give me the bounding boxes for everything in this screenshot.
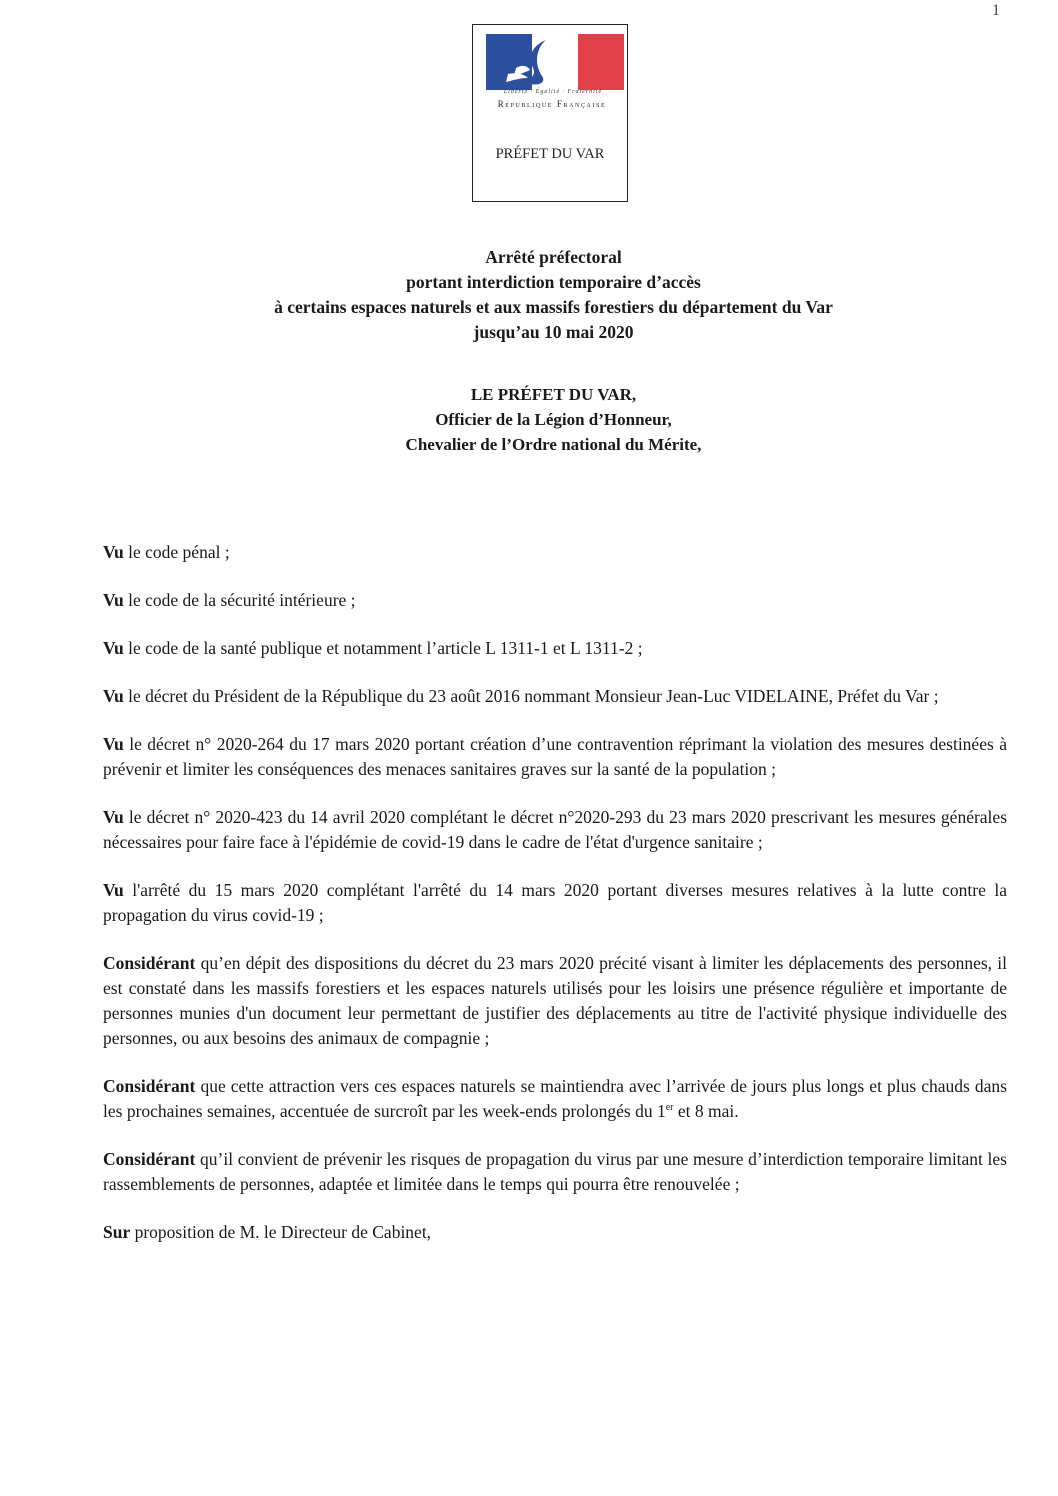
recital-text: qu’il convient de prévenir les risques de propagation du virus par une mesure d’interdiction temporaire limitant les rassemblements de personnes, adaptée et limitée dans le temps qui pourra être renouvelée ;	[103, 1149, 1007, 1194]
recital-text: le code de la santé publique et notamment l’article L 1311-1 et L 1311-2 ;	[123, 638, 643, 658]
recital-text: le décret n° 2020-264 du 17 mars 2020 portant création d’une contravention réprimant la violation des mesures destinées à prévenir et limiter les conséquences des menaces sanitaires graves sur la santé de la population ;	[103, 734, 1007, 779]
prefecture-label: PRÉFET DU VAR	[495, 146, 605, 162]
recital-paragraph	[103, 684, 1007, 709]
authority-line: Chevalier de l’Ordre national du Mérite,	[405, 435, 702, 454]
recital-paragraph	[103, 805, 1007, 855]
recital-text: le code pénal ;	[123, 542, 230, 562]
republique-francaise-label: République Française	[497, 99, 607, 109]
recital-keyword: Vu	[103, 638, 124, 658]
recital-keyword: Considérant	[103, 1149, 196, 1169]
recital-paragraph	[103, 732, 1007, 782]
recital-keyword: Vu	[103, 880, 124, 900]
recital-paragraph	[103, 636, 1007, 661]
authority-line: Officier de la Légion d’Honneur,	[435, 410, 672, 429]
recital-paragraph	[103, 1220, 1007, 1245]
title-line: à certains espaces naturels et aux massifs forestiers du département du Var	[274, 297, 833, 317]
recital-keyword: Vu	[103, 542, 124, 562]
recital-keyword: Considérant	[103, 1076, 196, 1096]
recital-keyword: Vu	[103, 807, 124, 827]
recital-paragraph	[103, 951, 1007, 1051]
recital-keyword: Vu	[103, 590, 124, 610]
recital-paragraph	[103, 540, 1007, 565]
recital-text: le décret n° 2020-423 du 14 avril 2020 complétant le décret n°2020-293 du 23 mars 2020 prescrivant les mesures générales nécessaires pour faire face à l'épidémie de covid-19 dans le cadre de l'état d'urgence sanitaire ;	[103, 807, 1007, 852]
marianne-emblem-icon	[486, 34, 624, 92]
recital-text-after: et 8 mai.	[673, 1101, 739, 1121]
decree-title	[100, 245, 1007, 345]
authority-block	[100, 382, 1007, 457]
republic-motto: Liberté · Égalité · Fraternité	[503, 89, 603, 95]
recital-text: qu’en dépit des dispositions du décret du 23 mars 2020 précité visant à limiter les déplacements des personnes, il est constaté dans les massifs forestiers et les espaces naturels utilisés pour les loisirs une présence régulière et importante de personnes munies d'un document leur permettant de justifier des déplacements au titre de l'activité physique individuelle des personnes, ou aux besoins des animaux de compagnie ;	[103, 953, 1007, 1048]
recital-paragraph	[103, 1147, 1007, 1197]
recital-keyword: Sur	[103, 1222, 131, 1242]
recital-paragraph	[103, 878, 1007, 928]
recital-text: proposition de M. le Directeur de Cabinet,	[130, 1222, 432, 1242]
recital-text: le décret du Président de la République du 23 août 2016 nommant Monsieur Jean-Luc VIDELAINE, Préfet du Var ;	[123, 686, 939, 706]
recital-paragraph	[103, 588, 1007, 613]
recital-superscript: er	[665, 1102, 674, 1114]
recital-keyword: Vu	[103, 686, 124, 706]
recital-text: le code de la sécurité intérieure ;	[123, 590, 356, 610]
recital-text: l'arrêté du 15 mars 2020 complétant l'arrêté du 14 mars 2020 portant diverses mesures relatives à la lutte contre la propagation du virus covid-19 ;	[103, 880, 1007, 925]
recital-paragraph	[103, 1074, 1007, 1124]
page-number: 1	[992, 2, 1000, 19]
recital-keyword: Vu	[103, 734, 124, 754]
recital-keyword: Considérant	[103, 953, 196, 973]
authority-line: LE PRÉFET DU VAR,	[470, 385, 637, 404]
recital-text: que cette attraction vers ces espaces naturels se maintiendra avec l’arrivée de jours plus longs et plus chauds dans les prochaines semaines, accentuée de surcroît par les week-ends prolongés du 1	[103, 1076, 1007, 1121]
recitals-body	[103, 540, 1007, 1268]
title-line: portant interdiction temporaire d’accès	[406, 272, 701, 292]
title-line: jusqu’au 10 mai 2020	[473, 322, 634, 342]
title-line: Arrêté préfectoral	[485, 247, 622, 267]
